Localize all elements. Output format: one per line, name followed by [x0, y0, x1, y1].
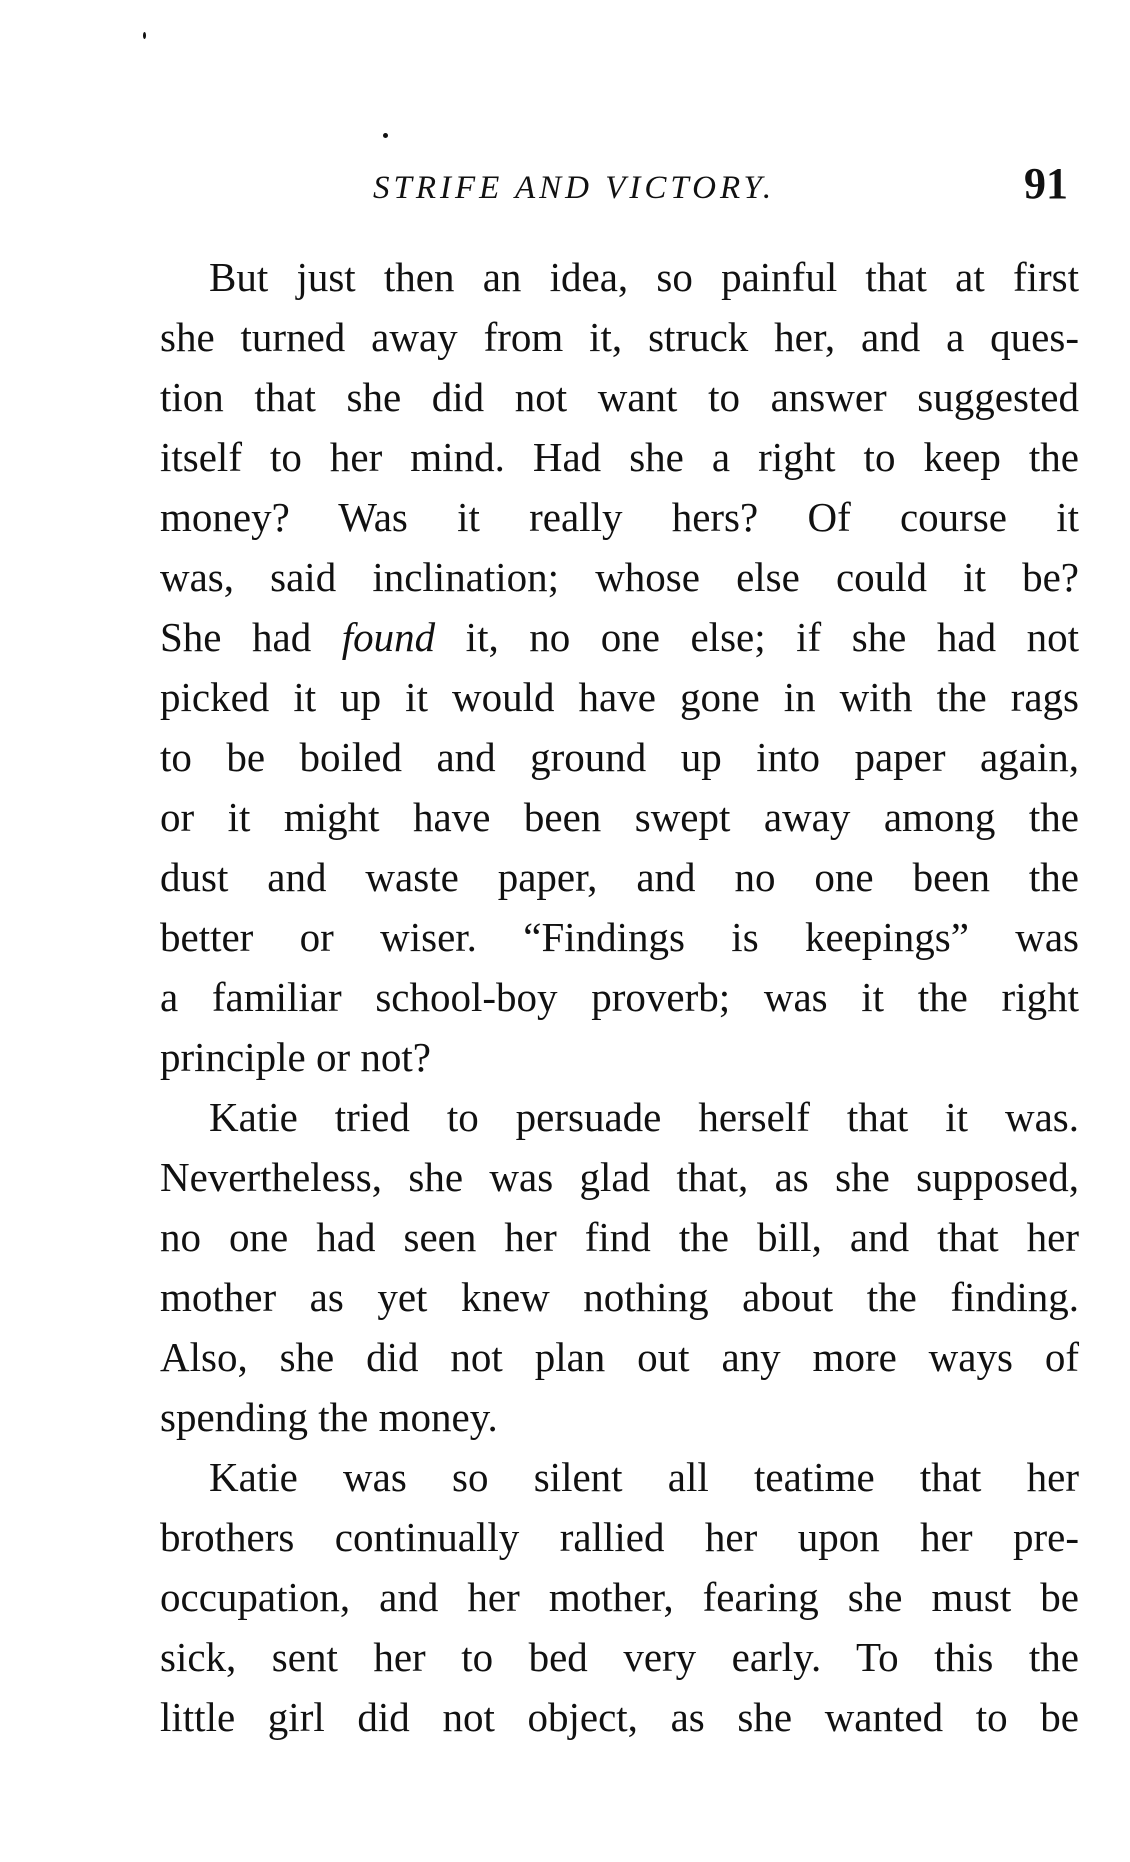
text-run: She had: [160, 614, 342, 660]
paragraph-3: [160, 1447, 1079, 1747]
italic-word: found: [341, 614, 436, 660]
text-line: brothers continually rallied her upon her pre-: [160, 1514, 1079, 1560]
text-line: But just then an idea, so painful that at first: [209, 254, 1079, 300]
text-line: occupation, and her mother, fearing she must be: [160, 1574, 1079, 1620]
running-title: STRIFE AND VICTORY.: [373, 170, 776, 206]
paragraph-1: [160, 247, 1079, 1087]
text-line: principle or not?: [160, 1034, 431, 1080]
text-line: was, said inclination; whose else could it be?: [160, 554, 1079, 600]
text-line: sick, sent her to bed very early. To this the: [160, 1634, 1079, 1680]
text-line: she turned away from it, struck her, and a ques-: [160, 314, 1079, 360]
text-line: little girl did not object, as she wanted to be: [160, 1694, 1079, 1740]
text-line: a familiar school-boy proverb; was it the right: [160, 974, 1079, 1020]
text-line: spending the money.: [160, 1394, 498, 1440]
text-line: or it might have been swept away among the: [160, 794, 1079, 840]
ink-speck: [383, 133, 388, 138]
text-line: Katie was so silent all teatime that her: [209, 1454, 1079, 1500]
text-line: Katie tried to persuade herself that it was.: [209, 1094, 1079, 1140]
text-line: dust and waste paper, and no one been the: [160, 854, 1079, 900]
page-number: 91: [1024, 159, 1068, 208]
text-line: tion that she did not want to answer suggested: [160, 374, 1079, 420]
text-line: Also, she did not plan out any more ways of: [160, 1334, 1079, 1380]
text-line: picked it up it would have gone in with the rags: [160, 674, 1079, 720]
text-line: money? Was it really hers? Of course it: [160, 494, 1079, 540]
text-run: it, no one else; if she had not: [435, 614, 1079, 660]
text-line: better or wiser. “Findings is keepings” was: [160, 914, 1079, 960]
text-line: no one had seen her find the bill, and that her: [160, 1214, 1079, 1260]
text-line: Nevertheless, she was glad that, as she supposed,: [160, 1154, 1079, 1200]
running-header: [160, 158, 1072, 214]
text-line: mother as yet knew nothing about the finding.: [160, 1274, 1079, 1320]
text-line: itself to her mind. Had she a right to keep the: [160, 434, 1079, 480]
text-line-with-italic: [160, 607, 1079, 667]
text-line: to be boiled and ground up into paper again,: [160, 734, 1079, 780]
paragraph-2: [160, 1087, 1079, 1447]
body-text: [160, 247, 1079, 1747]
ink-speck: [143, 32, 146, 39]
